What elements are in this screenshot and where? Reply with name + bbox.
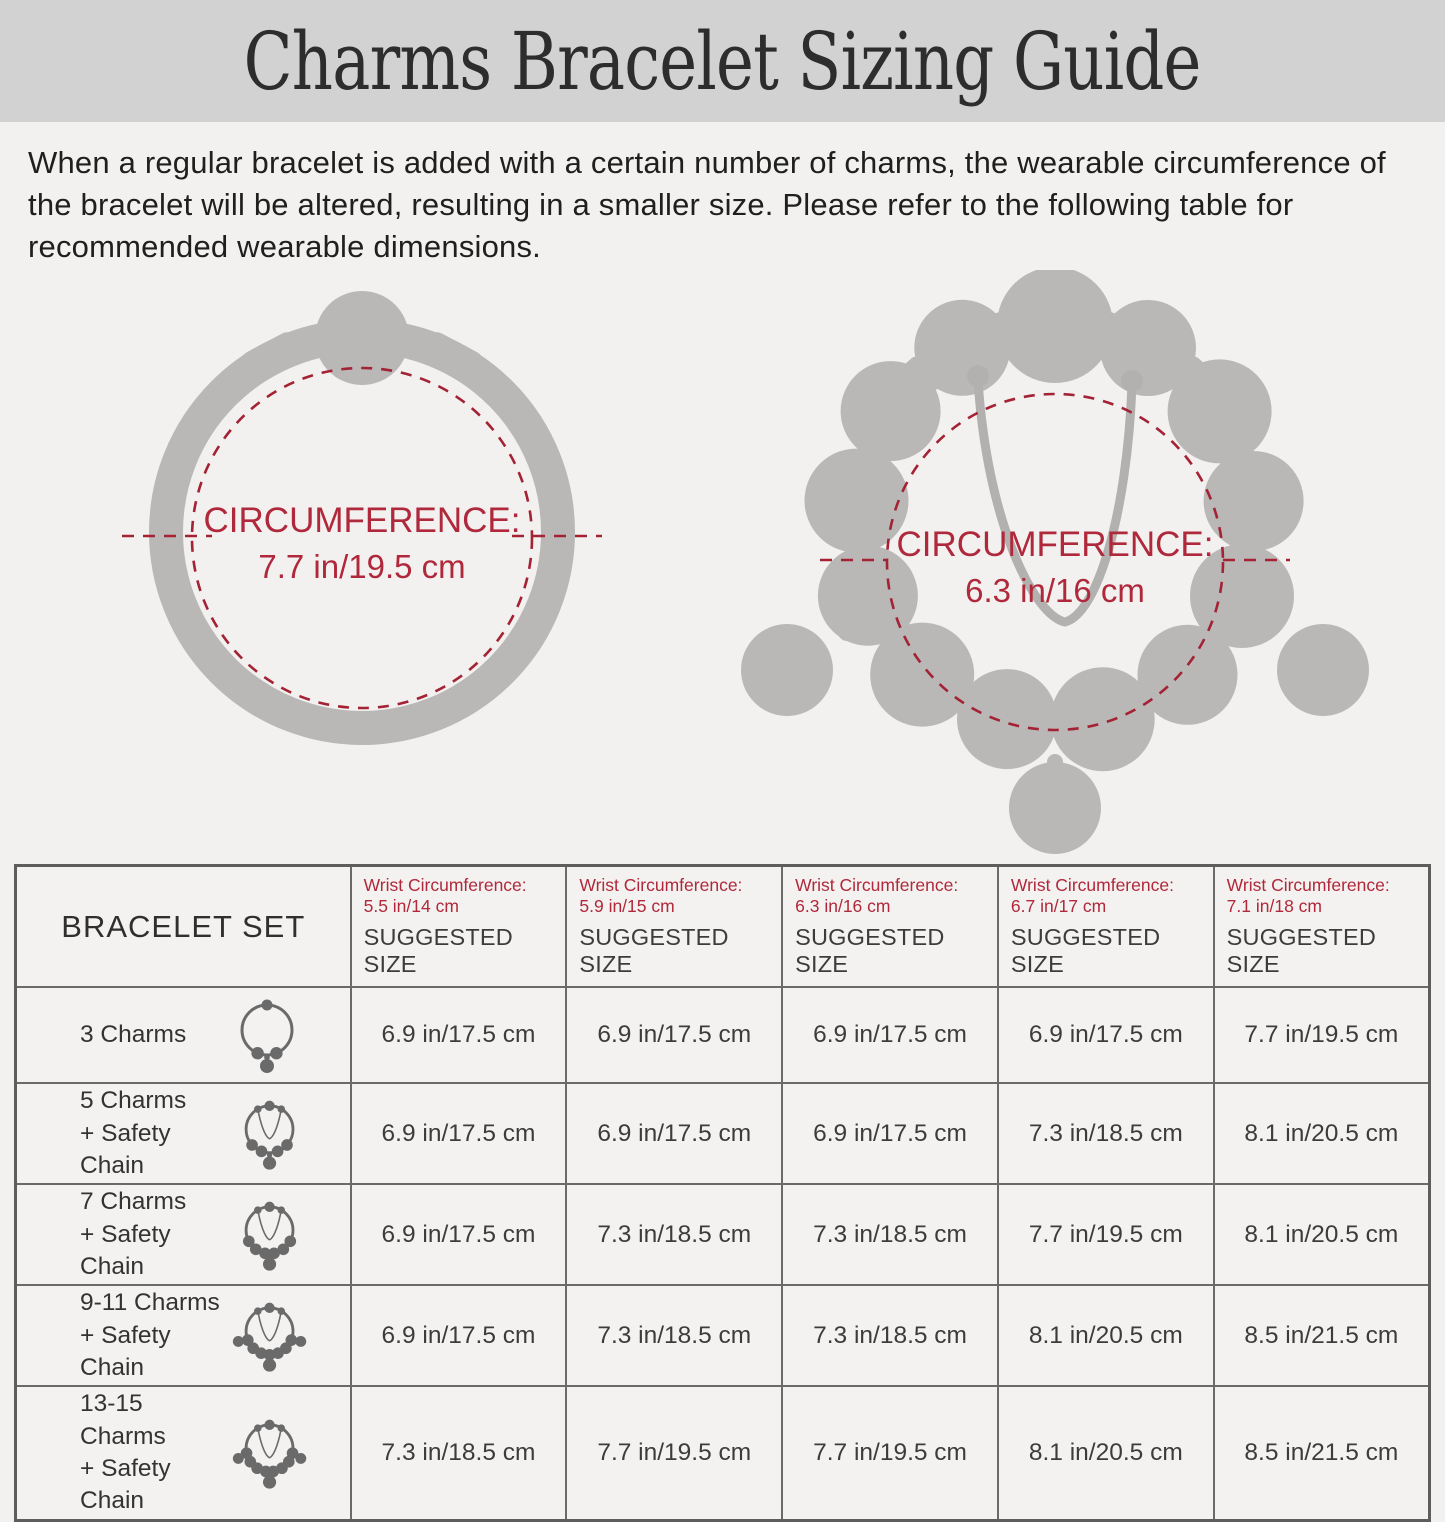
table-row	[16, 987, 1430, 1083]
bracelet-set-cell	[16, 987, 351, 1083]
bracelet-set-cell	[16, 1184, 351, 1285]
suggested-size-cell: 8.5 in/21.5 cm	[1214, 1285, 1430, 1386]
table-row	[16, 1184, 1430, 1285]
suggested-size-cell: 6.9 in/17.5 cm	[351, 987, 567, 1083]
table-header-row	[16, 866, 1430, 988]
suggested-size-label: SUGGESTED SIZE	[1010, 924, 1161, 978]
suggested-size-label: SUGGESTED SIZE	[579, 924, 729, 978]
charm-beads	[805, 270, 1304, 771]
title-banner	[0, 0, 1445, 122]
suggested-size-cell: 6.9 in/17.5 cm	[782, 1083, 998, 1184]
plain-bracelet-silhouette	[62, 280, 662, 760]
suggested-size-cell: 7.3 in/18.5 cm	[566, 1184, 782, 1285]
suggested-size-cell: 8.1 in/20.5 cm	[998, 1386, 1214, 1520]
suggested-size-cell: 6.9 in/17.5 cm	[351, 1285, 567, 1386]
circumference-value: 6.3 in/16 cm	[965, 572, 1145, 610]
charm-clasp	[997, 270, 1113, 383]
suggested-size-cell: 6.9 in/17.5 cm	[566, 1083, 782, 1184]
suggested-size-cell: 7.7 in/19.5 cm	[1214, 987, 1430, 1083]
size-column-header-5	[1214, 866, 1430, 988]
suggested-size-cell: 8.1 in/20.5 cm	[1214, 1184, 1430, 1285]
sizing-table	[14, 864, 1431, 1521]
suggested-size-cell: 7.7 in/19.5 cm	[566, 1386, 782, 1520]
suggested-size-label: SUGGESTED SIZE	[1226, 924, 1377, 978]
wrist-circumference-value: 7.1 in/18 cm	[1226, 896, 1322, 917]
suggested-size-label: SUGGESTED SIZE	[795, 924, 945, 978]
suggested-size-cell: 7.3 in/18.5 cm	[782, 1184, 998, 1285]
circumference-label: CIRCUMFERENCE:	[896, 525, 1214, 565]
suggested-size-label: SUGGESTED SIZE	[363, 924, 513, 978]
charm-bracelet-silhouette	[735, 270, 1395, 860]
suggested-size-cell: 6.9 in/17.5 cm	[351, 1083, 567, 1184]
size-column-header-4	[998, 866, 1214, 988]
bracelet-set-label: 5 Charms + Safety Chain	[80, 1087, 187, 1180]
bracelet-set-header: BRACELET SET	[16, 866, 351, 988]
size-column-header-3	[782, 866, 998, 988]
table-row	[16, 1083, 1430, 1184]
page-title: Charms Bracelet Sizing Guide	[243, 14, 1201, 108]
wrist-circumference-label: Wrist Circumference:	[363, 875, 527, 896]
size-column-header-1	[351, 866, 567, 988]
bracelet-5-charms-safety-chain-icon	[232, 1088, 307, 1180]
wrist-circumference-label: Wrist Circumference:	[579, 875, 743, 896]
circumference-label: CIRCUMFERENCE:	[203, 501, 521, 541]
intro-text: When a regular bracelet is added with a certain number of charms, the wearable circumference of the bracelet will be altered, resulting in a smaller size. Please refer to the following table for recommended wearable dimensions.	[28, 145, 1386, 265]
table-row	[16, 1386, 1430, 1520]
bracelet-set-cell	[16, 1386, 351, 1520]
wrist-circumference-label: Wrist Circumference:	[1226, 875, 1390, 896]
sizing-table-section	[14, 864, 1431, 1521]
suggested-size-cell: 8.1 in/20.5 cm	[998, 1285, 1214, 1386]
bracelet-set-cell	[16, 1285, 351, 1386]
wrist-circumference-value: 6.7 in/17 cm	[1010, 896, 1107, 917]
suggested-size-cell: 6.9 in/17.5 cm	[566, 987, 782, 1083]
bracelet-set-label: 13-15 Charms + Safety Chain	[80, 1390, 171, 1515]
illustrations-section	[0, 268, 1445, 864]
bracelet-set-cell	[16, 1083, 351, 1184]
suggested-size-cell: 6.9 in/17.5 cm	[782, 987, 998, 1083]
wrist-circumference-value: 6.3 in/16 cm	[795, 896, 891, 917]
wrist-circumference-value: 5.9 in/15 cm	[579, 896, 675, 917]
suggested-size-cell: 6.9 in/17.5 cm	[351, 1184, 567, 1285]
bracelet-9-11-charms-safety-chain-icon	[232, 1290, 307, 1382]
wrist-circumference-label: Wrist Circumference:	[795, 875, 959, 896]
bracelet-set-label: 3 Charms	[80, 1021, 187, 1049]
suggested-size-cell: 7.7 in/19.5 cm	[782, 1386, 998, 1520]
bracelet-3-charms-icon	[227, 989, 307, 1081]
bracelet-7-charms-safety-chain-icon	[232, 1189, 307, 1281]
suggested-size-cell: 7.3 in/18.5 cm	[782, 1285, 998, 1386]
suggested-size-cell: 7.3 in/18.5 cm	[566, 1285, 782, 1386]
suggested-size-cell: 7.3 in/18.5 cm	[351, 1386, 567, 1520]
circumference-value: 7.7 in/19.5 cm	[258, 548, 466, 586]
wrist-circumference-value: 5.5 in/14 cm	[363, 896, 459, 917]
bracelet-13-15-charms-safety-chain-icon	[232, 1407, 307, 1499]
bracelet-set-label: 9-11 Charms + Safety Chain	[80, 1289, 220, 1382]
suggested-size-cell: 8.5 in/21.5 cm	[1214, 1386, 1430, 1520]
suggested-size-cell: 8.1 in/20.5 cm	[1214, 1083, 1430, 1184]
table-row	[16, 1285, 1430, 1386]
wrist-circumference-label: Wrist Circumference:	[1010, 875, 1174, 896]
suggested-size-cell: 7.7 in/19.5 cm	[998, 1184, 1214, 1285]
bracelet-set-label: 7 Charms + Safety Chain	[80, 1188, 187, 1281]
suggested-size-cell: 6.9 in/17.5 cm	[998, 987, 1214, 1083]
suggested-size-cell: 7.3 in/18.5 cm	[998, 1083, 1214, 1184]
size-column-header-2	[566, 866, 782, 988]
